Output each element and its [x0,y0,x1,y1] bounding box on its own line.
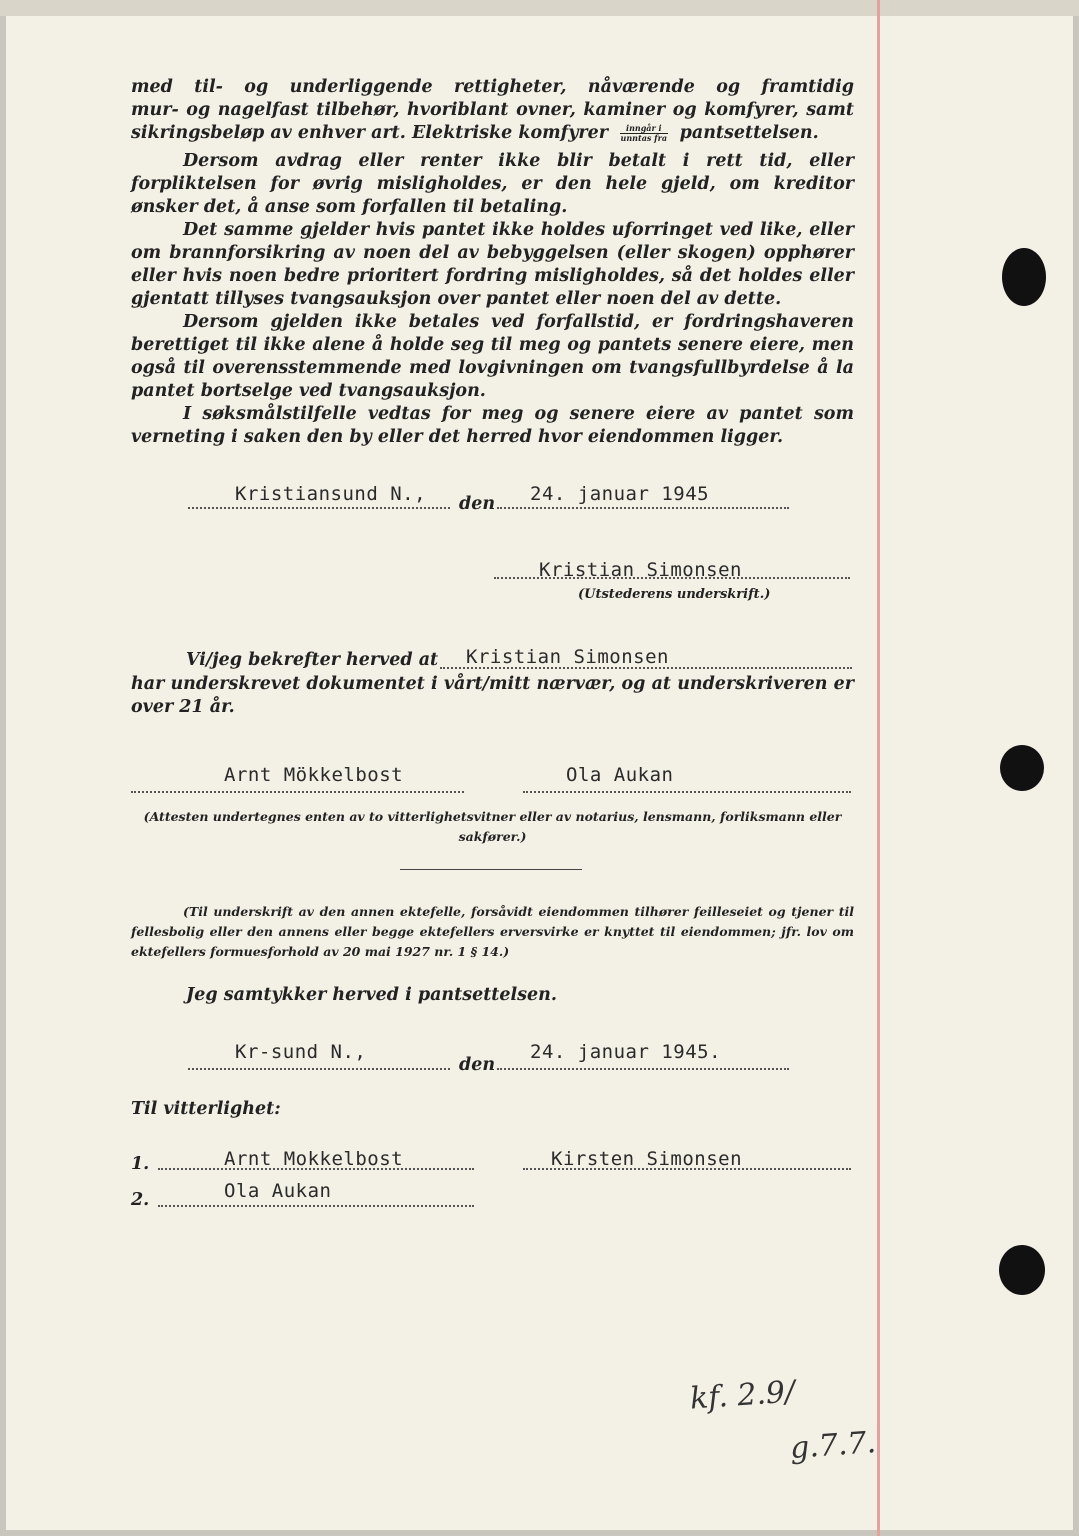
spouse-signature: Kirsten Simonsen [551,1148,743,1170]
included-excluded-fraction [620,124,668,143]
witness-number-1: 1. [131,1154,150,1174]
paragraph-maintenance: Det samme gjelder hvis pantet ikke holdes uforringet ved like, eller om brannforsikring av noen del av bebyggelsen (eller skogen) opphører eller hvis noen bedre prioritert fordring misligholdes, så det holdes eller gjentatt tillyses tvangsauksjon over pantet eller noen del av dette. [131,220,854,309]
handwritten-note: g.7.7. [788,1425,878,1466]
witness-number-2: 2. [131,1190,150,1210]
fraction-bottom: unntas fra [620,133,668,143]
dotted-line [188,1068,450,1070]
spouse-witness-1: Arnt Mokkelbost [224,1148,404,1170]
dotted-line [523,791,851,793]
spouse-place: Kr-sund N., [235,1041,367,1063]
divider [400,869,582,870]
spouse-witness-2: Ola Aukan [224,1180,332,1202]
paragraph-venue: I søksmålstilfelle vedtas for meg og senere eiere av pantet som verneting i saken den by eller det herred hvor eiendommen ligger. [131,404,854,447]
issuer-signature: Kristian Simonsen [539,559,742,581]
attest-witness-1: Arnt Mökkelbost [224,764,404,786]
dotted-line [131,791,464,793]
margin-rule [877,0,880,1536]
attest-name: Kristian Simonsen [466,646,669,668]
paragraph-default: Dersom avdrag eller renter ikke blir betalt i rett tid, eller forpliktelsen for øvrig misligholdes, er den hele gjeld, om kreditor ønsker det, å anse som forfallen til betaling. [131,151,854,217]
paragraph-enforcement: Dersom gjelden ikke betales ved forfallstid, er fordringshaveren berettiget til ikke alene å holde seg til meg og pantets senere eiere, men også til overensstemmende med lovgivningen om tvangsfullbyrdelse å la pantet bortselge ved tvangsauksjon. [131,312,854,401]
dotted-line [158,1205,474,1207]
fraction-top: inngår i [620,124,668,134]
attest-text: har underskrevet dokumentet i vårt/mitt nærvær, og at underskriveren er over 21 år. [131,674,854,717]
punch-hole-bottom [999,1245,1045,1295]
paragraph-line: med til- og underliggende rettigheter, nåværende og framtidig [131,77,854,97]
page-top-edge [0,0,1079,16]
paragraph-text: pantsettelsen. [679,123,819,143]
spouse-date: 24. januar 1945. [530,1041,722,1063]
paragraph-text: sikringsbeløp av enhver art. Elektriske komfyrer [131,123,608,143]
attest-note: (Attesten undertegnes enten av to vitterlighetsvitner eller av notarius, lensmann, forliksmann eller sakfører.) [143,809,842,844]
issue-place: Kristiansund N., [235,483,427,505]
dotted-line [188,507,450,509]
den-label: den [459,1055,496,1075]
attest-witness-2: Ola Aukan [566,764,674,786]
paragraph-line-with-fraction [131,122,854,145]
handwritten-note: kf. 2.9/ [688,1374,797,1417]
punch-hole-middle [1000,745,1044,791]
punch-hole-top [1002,248,1046,306]
spouse-consent: Jeg samtykker herved i pantsettelsen. [186,985,557,1005]
witness-heading: Til vitterlighet: [131,1099,281,1119]
issue-date: 24. januar 1945 [530,483,710,505]
den-label: den [459,494,496,514]
spouse-note: (Til underskrift av den annen ektefelle, forsåvidt eiendommen tilhører feilleseiet og tjener til fellesbolig eller den annens eller begge ektefellers erversvirke er knyttet til eiendommen; jfr. lov om ektefellers formuesforhold av 20 mai 1927 nr. 1 § 14.) [131,904,854,959]
paragraph-line: mur- og nagelfast tilbehør, hvoriblant ovner, kaminer og komfyrer, samt [131,100,854,120]
dotted-line [497,507,789,509]
attest-lead: Vi/jeg bekrefter herved at [186,650,439,670]
issuer-signature-caption: (Utstederens underskrift.) [578,587,771,602]
dotted-line [497,1068,789,1070]
